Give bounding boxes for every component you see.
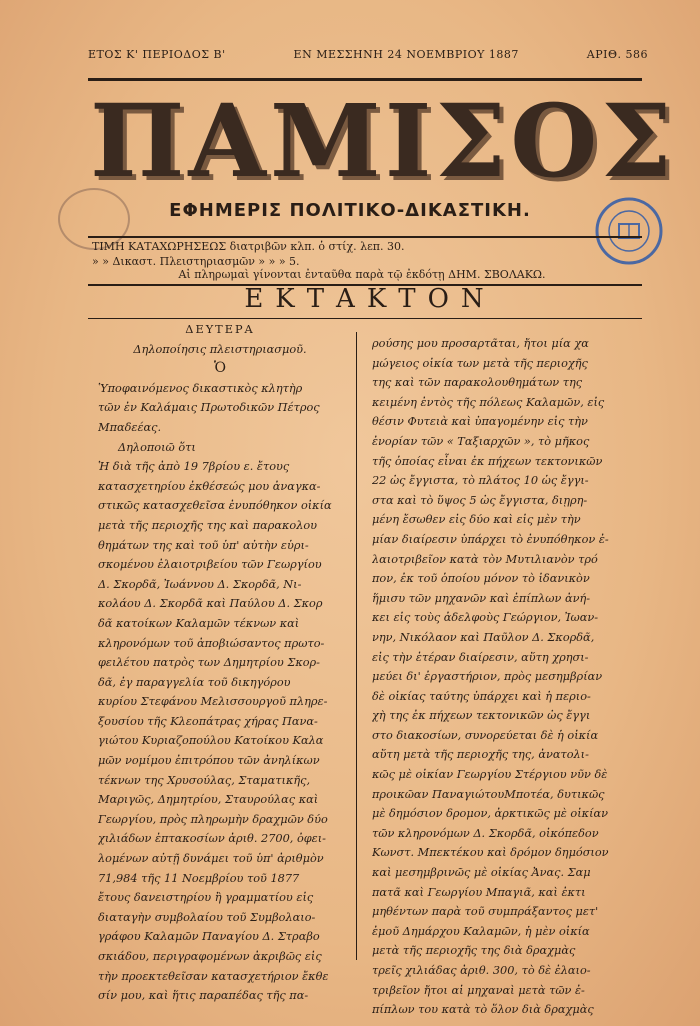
text-line: τὴν προεκτεθεῖσαν κατασχετήριον ἔκθε [98,969,329,983]
text-line: πίπλων του κατὰ τὸ ὅλον διὰ δραχμὰς [372,1003,594,1017]
text-line: στα καὶ τὸ ὕψος 5 ὡς ἔγγιστα, διῃρη- [372,493,588,507]
text-line: ἐμοῦ Δημάρχου Καλαμῶν, ἡ μὲν οἰκία [372,924,590,938]
text-line: δᾶ κατοίκων Καλαμῶν τέκνων καὶ [98,616,300,630]
text-line: Μπαδεέας. [98,420,162,434]
masthead-issue-number: ΑΡΙΘ. 586 [586,48,648,61]
text-line: νην, Νικόλαον καὶ Παῦλον Δ. Σκορδᾶ, [372,630,595,644]
text-line: στικῶς κατασχεθεῖσα ἐνυπόθηκον οἰκία [98,499,332,513]
text-line: μηθέντων παρὰ τοῦ συμπράξαντος μετ' [372,905,599,919]
text-line: μῶν νομίμου ἐπιτρόπου τῶν ἀνηλίκων [98,754,320,768]
text-line: Δηλοποιῶ ὅτι [118,440,196,454]
text-line: τριβεῖον ἤτοι αἱ μηχαναὶ μετὰ τῶν ἐ- [372,983,585,997]
text-line: μώγειος οἰκία των μετὰ τῆς περιοχῆς [372,356,588,370]
initial-letter: Ὁ [213,360,227,377]
masthead-place-date: ΕΝ ΜΕΣΣΗΝΗ 24 ΝΟΕΜΒΡΙΟΥ 1887 [293,48,519,61]
text-line: γράφου Καλαμῶν Παναγίου Δ. Στραβο [98,930,320,944]
text-line: χὴ της ἐκ πήχεων τεκτονικῶν ὡς ἔγγι [372,709,591,723]
newspaper-title: ΠΑΜΙΣΟΣ [90,82,677,200]
text-line: φειλέτου πατρὸς των Δημητρίου Σκορ- [98,656,320,670]
text-line: ἔτους δανειστηρίου ἢ γραμματίου εἰς [98,891,314,905]
text-line: μετὰ τῆς περιοχῆς της καὶ παρακολου [98,518,318,532]
text-line: Γεωργίου, πρὸς πληρωμὴν δραχμῶν δύο [98,812,328,826]
text-line: πατᾶ καὶ Γεωργίου Μπαγιᾶ, καὶ ἐκτι [372,885,586,899]
section-heading: ΔΕΥΤΕΡΑ [185,323,255,336]
text-line: κληρονόμων τοῦ ἀποβιώσαντος πρωτο- [98,636,325,650]
text-line: κατασχετηρίου ἐκθέσεώς μου ἀναγκα- [98,479,321,493]
text-line: Ὑποφαινόμενος δικαστικὸς κλητὴρ [98,381,303,395]
text-line: 22 ὡς ἔγγιστα, τὸ πλάτος 10 ὡς ἔγγι- [372,474,589,488]
text-line: δὲ οἰκίας ταύτης ὑπάρχει καὶ ἡ περιο- [372,689,591,703]
text-line: κυρίου Στεφάνου Μελισσουργοῦ πληρε- [98,695,328,709]
text-line: Δ. Σκορδᾶ, Ἰωάννου Δ. Σκορδᾶ, Νι- [98,577,302,591]
text-line: σκιάδου, περιγραφομένων ἀκριβῶς εἰς [98,950,322,963]
text-line: Ἡ διὰ τῆς ἀπὸ 19 7βρίου ε. ἔτους [98,460,290,474]
left-column [98,320,342,1006]
payment-note: Αἱ πληρωμαὶ γίνονται ἐνταῦθα παρὰ τῷ ἐκδότῃ ΔΗΜ. ΣΒΟΛΑΚΩ. [178,268,546,281]
text-line: τῆς ὁποίας εἶναι ἐκ πήχεων τεκτονικῶν [372,454,603,468]
masthead-line [88,48,648,66]
text-line: καὶ μεσημβρινῶς μὲ οἰκίας Ἀνας. Σαμ [372,866,591,880]
price-line: ΤΙΜΗ ΚΑΤΑΧΩΡΗΣΕΩΣ διατριβῶν κλπ. ὁ στίχ. λεπ. 30. [92,240,405,253]
text-line: κειμένη ἐντὸς τῆς πόλεως Καλαμῶν, εἰς [372,395,605,409]
text-line: λαιοτριβεῖον κατὰ τὸν Μυτιλιανὸν τρό [372,552,598,566]
masthead-rule [88,78,642,81]
text-line: τῶν ἐν Καλάμαις Πρωτοδικῶν Πέτρος [98,401,320,415]
text-line: προικῶαν ΠαναγιώτουΜποτέα, δυτικῶς [372,787,605,801]
text-line: λομένων αὐτῇ δυνάμει τοῦ ὑπ' ἀριθμὸν [98,852,324,866]
column-divider [356,332,357,960]
text-line: σκομένου ἐλαιοτριβείου τῶν Γεωργίου [98,558,322,572]
text-line: στο διακοσίων, συνορεύεται δὲ ἡ οἰκία [372,728,599,742]
text-line: μίαν διαίρεσιν ὑπάρχει τὸ ἐνυπόθηκον ἐ- [372,532,609,546]
text-line: κολάου Δ. Σκορδᾶ καὶ Παύλου Δ. Σκορ [98,597,323,611]
text-line: δᾶ, ἐγ παραγγελία τοῦ δικηγόρου [98,675,291,689]
text-line: γιώτου Κυριαζοπούλου Κατοίκου Καλα [98,734,324,748]
text-line: τρεῖς χιλιάδας ἀριθ. 300, τὸ δὲ ἐλαιο- [372,964,591,977]
text-line: τῶν κληρονόμων Δ. Σκορδᾶ, οἰκόπεδον [372,826,599,840]
text-line: μετὰ τῆς περιοχῆς της διὰ δραχμὰς [372,944,576,958]
edition-label: ΕΚΤΑΚΤΟΝ [244,284,496,314]
text-line: αὕτη μετὰ τῆς περιοχῆς της, ἀνατολι- [372,748,589,762]
newspaper-subtitle: ΕΦΗΜΕΡΙΣ ΠΟΛΙΤΙΚΟ-ΔΙΚΑΣΤΙΚΗ. [169,200,531,221]
text-line: της καὶ τῶν παρακολουθημάτων της [372,376,583,390]
text-line: τέκνων της Χρυσούλας, Σταματικῆς, [98,773,311,787]
text-line: ρούσης μου προσαρτᾶται, ἤτοι μία χα [372,337,589,350]
text-line: ἥμισυ τῶν μηχανῶν καὶ ἐπίπλων ἀνή- [372,591,591,605]
text-line: πον, ἐκ τοῦ ὁποίου μόνον τὸ ἰδανικὸν [372,572,590,586]
edition-rule [88,318,642,319]
text-line: μεύει δι' ἐργαστήριον, πρὸς μεσημβρίαν [372,670,603,684]
text-line: κει εἰς τοὺς ἀδελφοὺς Γεώργιον, Ἰωαν- [372,611,599,625]
text-line: μένη ἔσωθεν εἰς δύο καὶ εἰς μὲν τὴν [372,513,581,527]
notice-title: Δηλοποίησις πλειστηριασμοῦ. [133,342,307,356]
text-line: ξουσίου τῆς Κλεοπάτρας χήρας Πανα- [98,714,318,728]
text-line: μὲ δημόσιον δρομον, ἀρκτικῶς μὲ οἰκίαν [372,807,608,821]
text-line: σίν μου, καὶ ἥτις παραπέδας τῆς πα- [98,989,309,1003]
price-line-court: » » Δικαστ. Πλειστηριασμῶν » » » 5. [92,255,300,268]
right-column [372,334,642,1020]
masthead-year-period: ΕΤΟΣ Κ' ΠΕΡΙΟΔΟΣ Β' [88,48,226,61]
text-line: διαταγὴν συμβολαίου τοῦ Συμβολαιο- [98,910,316,924]
text-line: 71,984 τῆς 11 Νοεμβρίου τοῦ 1877 [98,871,300,885]
text-line: Κωνστ. Μπεκτέκου καὶ δρόμον δημόσιον [372,846,609,860]
text-line: θέσιν Φυτειὰ καὶ ὑπαγομένην εἰς τὴν [372,415,588,429]
text-line: Μαριγῶς, Δημητρίου, Σταυρούλας καὶ [98,793,319,807]
text-line: χιλιάδων ἑπτακοσίων ἀριθ. 2700, ὀφει- [98,832,326,846]
text-line: κῶς μὲ οἰκίαν Γεωργίου Στέργιου νῦν δὲ [372,768,608,782]
info-rule-top [88,236,642,238]
text-line: θημάτων της καὶ τοῦ ὑπ' αὐτὴν εὑρι- [98,538,309,552]
text-line: ἐνορίαν τῶν « Ταξιαρχῶν », τὸ μῆκος [372,434,590,448]
text-line: εἰς τὴν ἑτέραν διαίρεσιν, αὕτη χρησι- [372,650,589,664]
